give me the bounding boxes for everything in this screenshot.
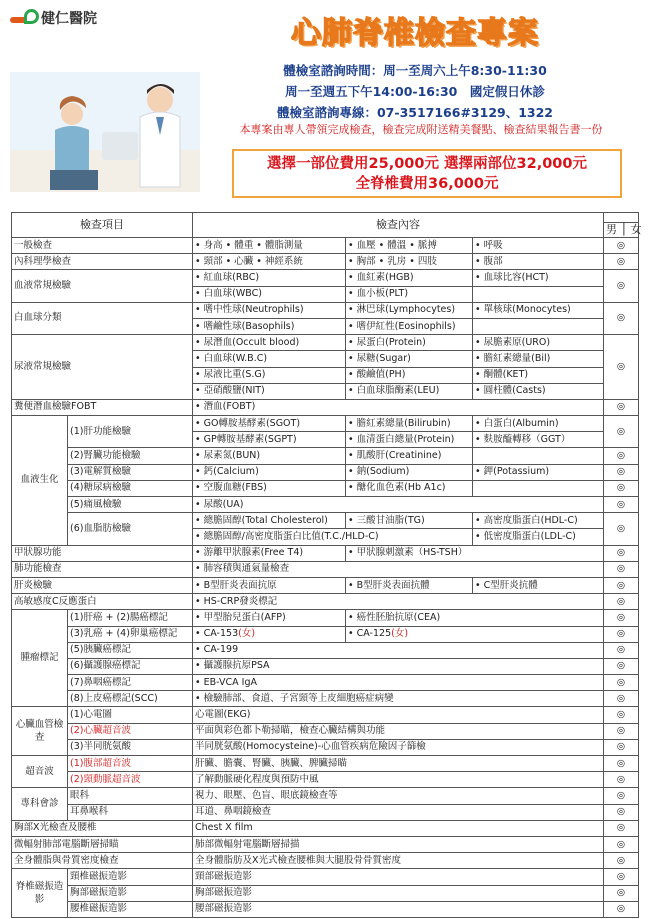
cell: • 酮體(KET): [473, 367, 604, 383]
cell: • 鈣(Calcium): [193, 464, 346, 480]
table-row: [12, 480, 639, 496]
category: 專科會診: [12, 788, 68, 820]
mark: ◎: [604, 399, 639, 415]
cell: • C型肝炎抗體: [473, 577, 604, 593]
cell: • 肌酸肝(Creatinine): [346, 448, 473, 464]
cell: • 圓柱體(Casts): [473, 383, 604, 399]
cell: • CA-199: [193, 642, 604, 658]
mark: ◎: [604, 820, 639, 836]
category: 白血球分類: [12, 302, 193, 334]
subcategory: (2)腎臟功能檢驗: [68, 448, 193, 464]
subcategory: (1)心電圖: [68, 707, 193, 723]
cell: • 腹部: [473, 254, 604, 270]
table-row: [12, 416, 639, 432]
cell: • 尿素氮(BUN): [193, 448, 346, 464]
category: 糞便潛血檢驗FOBT: [12, 399, 193, 415]
exam-table: [11, 212, 642, 918]
cell: • 鉀(Potassium): [473, 464, 604, 480]
cell: • 白血球(W.B.C): [193, 351, 346, 367]
consult-hours-morning: 體檢室諮詢時間：周一至周六上午8:30-11:30: [283, 63, 547, 78]
category: 高敏感度C反應蛋白: [12, 594, 193, 610]
mark: ◎: [604, 853, 639, 869]
category: 一般檢查: [12, 238, 193, 254]
cell: 半同胱氨酸(Homocysteine)-心血管疾病危險因子篩檢: [193, 739, 604, 755]
cell: • 尿液比重(S.G): [193, 367, 346, 383]
logo-text: 健仁醫院: [41, 11, 97, 27]
cell: • 血清蛋白總量(Protein): [346, 432, 473, 448]
subcategory: (4)糖尿病檢驗: [68, 480, 193, 496]
table-row: [12, 302, 639, 318]
cell: • 空腹血糖(FBS): [193, 480, 346, 496]
mark: ◎: [604, 238, 639, 254]
mark: ◎: [604, 577, 639, 593]
cell: • 總膽固醇(Total Cholesterol): [193, 513, 346, 529]
cell: • 淋巴球(Lymphocytes): [346, 302, 473, 318]
table-row: [12, 885, 639, 901]
cell: • EB-VCA IgA: [193, 675, 604, 691]
cell: • 高密度脂蛋白(HDL-C): [473, 513, 604, 529]
cell: • 肺容積與通氣量檢查: [193, 561, 604, 577]
cell-text: CA-153: [203, 628, 239, 640]
cell: • 檢驗肺部、食道、子宮頸等上皮細胞癌症病變: [193, 691, 604, 707]
table-row: [12, 658, 639, 674]
mark: ◎: [604, 594, 639, 610]
cell: • 血壓 • 體溫 • 脈搏: [346, 238, 473, 254]
header-content: 檢查內容: [193, 213, 604, 238]
cell: • 膽紅素總量(Bil): [473, 351, 604, 367]
table-row: [12, 836, 639, 852]
table-row: [12, 448, 639, 464]
cell: 胸部磁振造影: [193, 885, 604, 901]
cell: • 身高 • 體重 • 體脂測量: [193, 238, 346, 254]
cell: 全身體脂肪及X光式檢查腰椎與大腿股骨骨質密度: [193, 853, 604, 869]
category: 肺功能檢查: [12, 561, 193, 577]
table-row: [12, 901, 639, 917]
table-row: [12, 561, 639, 577]
mark: ◎: [604, 836, 639, 852]
subcategory: (2)心臟超音波: [68, 723, 193, 739]
cell: [193, 626, 346, 642]
cell: • B型肝炎表面抗體: [346, 577, 473, 593]
consult-phone: 體檢室諮詢專線：07-3517166#3129、1322: [276, 105, 554, 120]
cell: • 低密度脂蛋白(LDL-C): [473, 529, 604, 545]
price-line-2: 全脊椎費用36,000元: [355, 176, 499, 192]
cell: • 尿酸(UA): [193, 497, 604, 513]
category: 脊椎磁振造影: [12, 869, 68, 918]
cell: • 尿膽素原(URO): [473, 335, 604, 351]
table-row: [12, 464, 639, 480]
subcategory: (2)頸動脈超音波: [68, 772, 193, 788]
mark: ◎: [604, 658, 639, 674]
header-gender: 男 │ 女: [604, 223, 639, 238]
cell: • 嗜鹼性球(Basophils): [193, 318, 346, 334]
cell: 視力、眼壓、色盲、眼底鏡檢查等: [193, 788, 604, 804]
mark: ◎: [604, 756, 639, 772]
cell: • 白血球脂酶素(LEU): [346, 383, 473, 399]
cell: 肺部微輻射電腦斷層掃描: [193, 836, 604, 852]
mark: ◎: [604, 788, 639, 804]
cell: 肝臟、膽囊、腎臟、胰臟、脾臟掃瞄: [193, 756, 604, 772]
mark: ◎: [604, 464, 639, 480]
subcategory: (1)腹部超音波: [68, 756, 193, 772]
cell: • 尿糖(Sugar): [346, 351, 473, 367]
doctor-patient-illustration: [10, 72, 200, 192]
cell: • 嗜中性球(Neutrophils): [193, 302, 346, 318]
table-row: [12, 399, 639, 415]
subcategory: 腰椎磁振造影: [68, 901, 193, 917]
mark: ◎: [604, 869, 639, 885]
subcategory: 耳鼻喉科: [68, 804, 193, 820]
mark: ◎: [604, 270, 639, 302]
mark: ◎: [604, 626, 639, 642]
cell: • 血小板(PLT): [346, 286, 473, 302]
subcategory: (1)肝癌 + (2)腸癌標記: [68, 610, 193, 626]
subcategory: (1)肝功能檢驗: [68, 416, 193, 448]
table-row: [12, 820, 639, 836]
subcategory: (6)攝護腺癌標記: [68, 658, 193, 674]
subcategory: (5)胰臟癌標記: [68, 642, 193, 658]
mark: ◎: [604, 335, 639, 400]
mark: ◎: [604, 497, 639, 513]
table-row: [12, 254, 639, 270]
table-row: [12, 335, 639, 351]
subcategory: 眼科: [68, 788, 193, 804]
category: 內科理學檢查: [12, 254, 193, 270]
table-row: [12, 853, 639, 869]
cell: • 游離甲狀腺素(Free T4): [193, 545, 346, 561]
mark: ◎: [604, 804, 639, 820]
mark: ◎: [604, 772, 639, 788]
cell: • GP轉胺基酵素(SGPT): [193, 432, 346, 448]
category: 血液生化: [12, 416, 68, 546]
category: 超音波: [12, 756, 68, 788]
mark: ◎: [604, 675, 639, 691]
mark: ◎: [604, 885, 639, 901]
mark: ◎: [604, 707, 639, 723]
cell: • 血紅素(HGB): [346, 270, 473, 286]
mark: ◎: [604, 610, 639, 626]
category: 全身體脂與骨質密度檢查: [12, 853, 193, 869]
cell: • 亞硝酸鹽(NIT): [193, 383, 346, 399]
consult-hours-afternoon: 周一至週五下午14:00-16:30 國定假日休診: [285, 84, 545, 99]
cell: • 甲狀腺刺激素（HS-TSH）: [346, 545, 604, 561]
mark: ◎: [604, 545, 639, 561]
table-row: [12, 772, 639, 788]
mark: ◎: [604, 416, 639, 448]
table-row: [12, 869, 639, 885]
mark: ◎: [604, 739, 639, 755]
hospital-logo: [10, 8, 97, 28]
table-row: [12, 610, 639, 626]
header-male: 男: [606, 223, 618, 236]
mark: ◎: [604, 723, 639, 739]
subcategory: (6)血脂肪檢驗: [68, 513, 193, 545]
subcategory: (3)電解質檢驗: [68, 464, 193, 480]
table-row: [12, 739, 639, 755]
header-item: 檢查項目: [12, 213, 193, 238]
price-line-1: 選擇一部位費用25,000元 選擇兩部位32,000元: [267, 156, 587, 172]
cell: • 血球比容(HCT): [473, 270, 604, 286]
category: 微輻射肺部電腦斷層掃瞄: [12, 836, 193, 852]
cell: • HS-CRP發炎標記: [193, 594, 604, 610]
cell: • 尿潛血(Occult blood): [193, 335, 346, 351]
subcategory: (3)乳癌 + (4)卵巢癌標記: [68, 626, 193, 642]
female-only-tag: (女): [391, 628, 409, 640]
mark: ◎: [604, 642, 639, 658]
category: 腫瘤標記: [12, 610, 68, 707]
cell: 耳道、鼻咽鏡檢查: [193, 804, 604, 820]
table-row: [12, 804, 639, 820]
cell: [346, 626, 604, 642]
mark: ◎: [604, 480, 639, 496]
cell: • 單核球(Monocytes): [473, 302, 604, 318]
table-row: [12, 707, 639, 723]
table-row: [12, 270, 639, 286]
table-row: [12, 497, 639, 513]
page-title: 心肺脊椎檢查專案: [291, 16, 539, 51]
cell: • 嗜伊紅性(Eosinophils): [346, 318, 473, 334]
cell: 了解動脈硬化程度與預防中風: [193, 772, 604, 788]
cell: • 潛血(FOBT): [193, 399, 604, 415]
table-row: [12, 545, 639, 561]
cell: 平面與彩色都卜勒掃瞄，檢查心臟結構與功能: [193, 723, 604, 739]
table-row: [12, 577, 639, 593]
cell: 頸部磁振造影: [193, 869, 604, 885]
category: 甲狀腺功能: [12, 545, 193, 561]
table-row: [12, 626, 639, 642]
cell: • 總膽固醇/高密度脂蛋白比值(T.C./HLD-C): [193, 529, 473, 545]
consultation-info: [225, 60, 605, 123]
cell: • 白血球(WBC): [193, 286, 346, 302]
cell-text: CA-125: [356, 628, 392, 640]
subcategory: (5)痛風檢驗: [68, 497, 193, 513]
category: 心臟血管檢查: [12, 707, 68, 756]
logo-icon: [10, 9, 38, 27]
female-only-tag: (女): [238, 628, 256, 640]
subcategory: 頸椎磁振造影: [68, 869, 193, 885]
category: 血液常規檢驗: [12, 270, 193, 302]
table-row: [12, 594, 639, 610]
cell: • 鈉(Sodium): [346, 464, 473, 480]
table-row: [12, 723, 639, 739]
cell: • 癌性胚胎抗原(CEA): [346, 610, 604, 626]
table-row: [12, 788, 639, 804]
cell: • 胸部 • 乳房 • 四肢: [346, 254, 473, 270]
mark: ◎: [604, 513, 639, 545]
table-row: [12, 756, 639, 772]
mark: ◎: [604, 448, 639, 464]
mark: ◎: [604, 302, 639, 334]
cell: • 三酸甘油脂(TG): [346, 513, 473, 529]
cell: • 攝護腺抗原PSA: [193, 658, 604, 674]
mark: ◎: [604, 561, 639, 577]
table-row: [12, 691, 639, 707]
subcategory: 胸部磁振造影: [68, 885, 193, 901]
table-row: [12, 238, 639, 254]
cell: • 頸部 • 心臟 • 神經系統: [193, 254, 346, 270]
category: 尿液常規檢驗: [12, 335, 193, 400]
table-row: [12, 513, 639, 529]
cell: • 酸鹼值(PH): [346, 367, 473, 383]
cell: • 醣化血色素(Hb A1c): [346, 480, 473, 496]
cell: • 麩胺醯轉移（GGT）: [473, 432, 604, 448]
mark: ◎: [604, 254, 639, 270]
service-notice: 本專案由專人帶領完成檢查，檢查完成附送精美餐點、檢查結果報告書一份: [239, 123, 603, 136]
category: 胸部X光檢查及腰椎: [12, 820, 193, 836]
header-female: 女: [630, 223, 642, 236]
cell: • GO轉胺基酵素(SGOT): [193, 416, 346, 432]
table-row: [12, 642, 639, 658]
category: 肝炎檢驗: [12, 577, 193, 593]
cell: 心電圖(EKG): [193, 707, 604, 723]
subcategory: (8)上皮癌標記(SCC): [68, 691, 193, 707]
cell: Chest X film: [193, 820, 604, 836]
cell: • 紅血球(RBC): [193, 270, 346, 286]
cell: • 尿蛋白(Protein): [346, 335, 473, 351]
cell: • 呼吸: [473, 238, 604, 254]
cell: 腰部磁振造影: [193, 901, 604, 917]
cell: • 白蛋白(Albumin): [473, 416, 604, 432]
mark: ◎: [604, 691, 639, 707]
table-row: [12, 675, 639, 691]
cell: • 膽紅素總量(Bilirubin): [346, 416, 473, 432]
subcategory: (7)鼻咽癌標記: [68, 675, 193, 691]
mark: ◎: [604, 901, 639, 917]
subcategory: (3)半同胱氨酸: [68, 739, 193, 755]
cell: • B型肝炎表面抗原: [193, 577, 346, 593]
price-box: [232, 149, 622, 198]
cell: • 甲型胎兒蛋白(AFP): [193, 610, 346, 626]
